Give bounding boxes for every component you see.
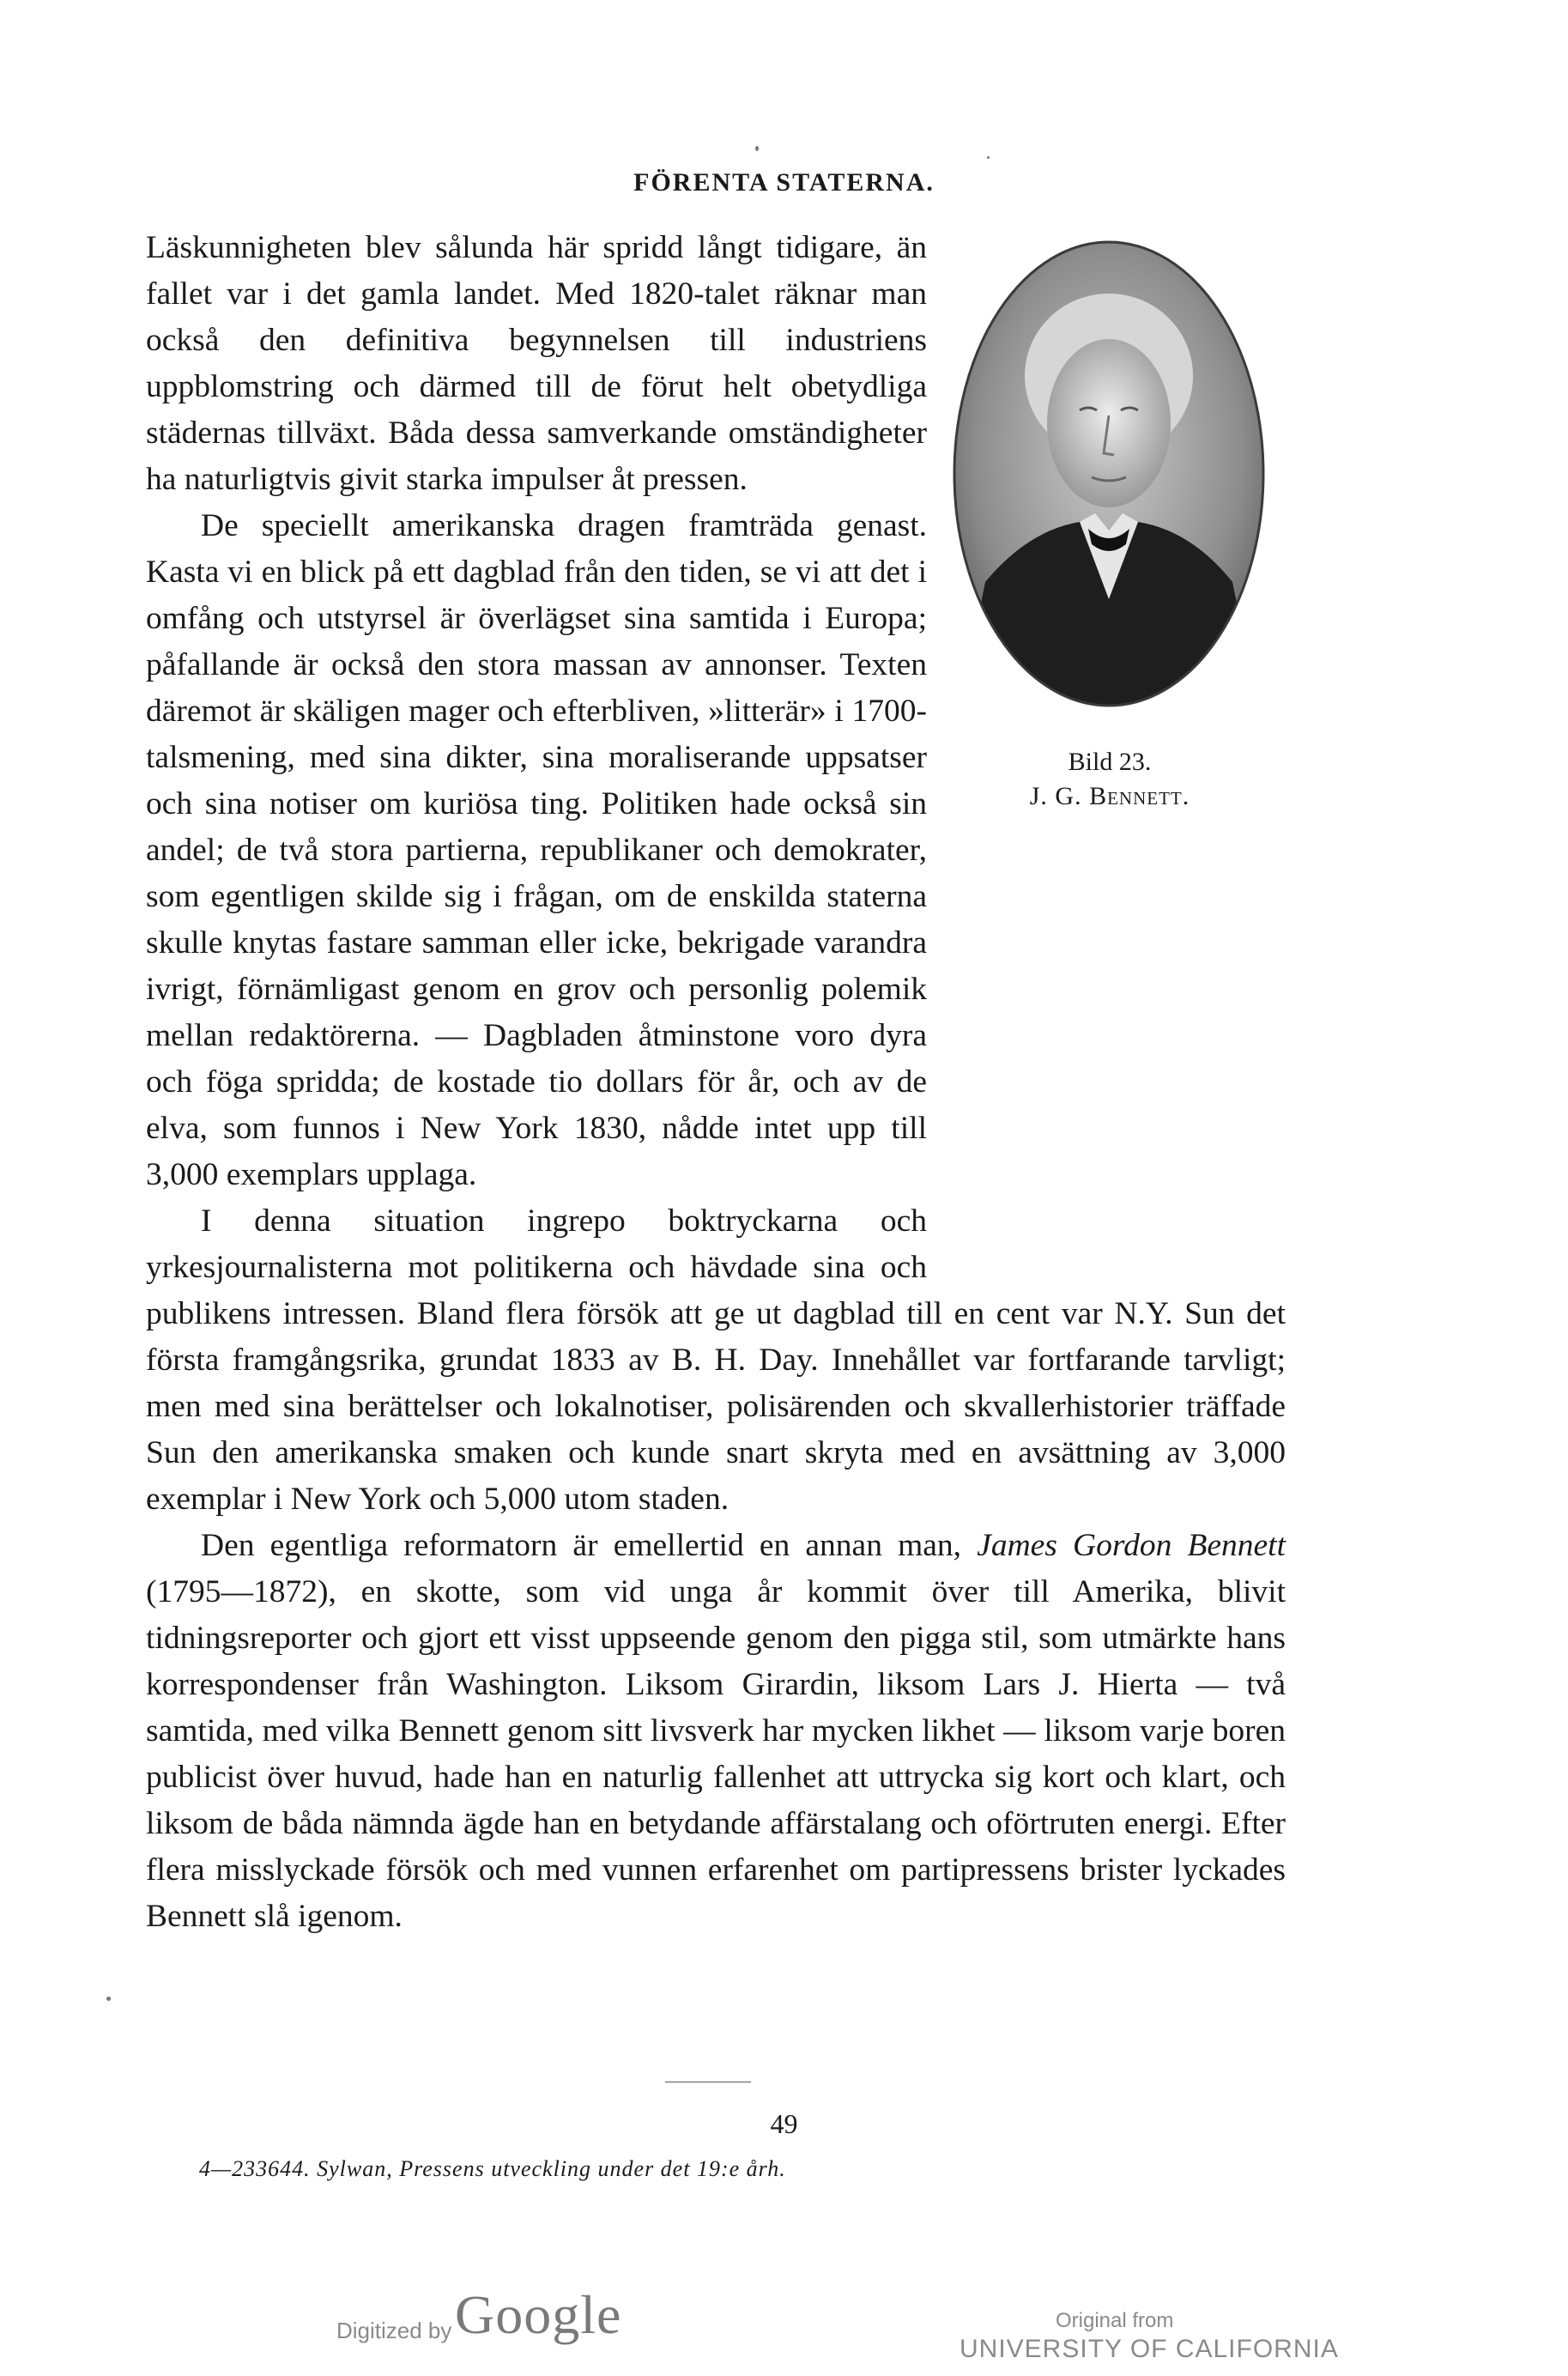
paragraph-4-rest: (1795—1872), en skotte, som vid unga år kommit över till Amerika, blivit tidningsreporter och gjort ett visst uppseende genom den pigga stil, som utmärkte hans korrespondenser från Washington. Liksom Girardin, liksom Lars J. Hierta — två samtida, med vilka Bennett genom sitt livsverk har mycken likhet — liksom varje boren publicist över huvud, hade han en naturlig fallenhet att uttrycka sig kort och klart, och liksom de båda nämnda ägde han en betydande affärstalang och oförtruten energi. Efter flera misslyckade försök och med vunnen erfarenhet om partipressens brister lyckades Bennett slå igenom. (146, 1574, 1286, 1934)
figure-name: J. G. Bennett. (1029, 782, 1190, 810)
running-head: FÖRENTA STATERNA. (633, 168, 935, 197)
scan-speck (987, 156, 990, 159)
paragraph-4 (146, 1523, 1286, 1940)
footer-signature-line: 4—233644. Sylwan, Pressens utveckling under det 19:e årh. (199, 2156, 786, 2181)
portrait-image (951, 239, 1267, 709)
person-name: James Gordon Bennett (977, 1528, 1286, 1563)
digitized-by-label: Digitized by (336, 2318, 452, 2343)
scan-speck (755, 146, 759, 151)
university-label: UNIVERSITY OF CALIFORNIA (960, 2335, 1339, 2363)
figure-label: Bild 23. (1068, 748, 1152, 776)
google-logo: Google (455, 2284, 622, 2345)
scan-speck (106, 1997, 111, 2001)
figure-bennett (960, 225, 1286, 1284)
paragraph-4-start: Den egentliga reformatorn är emellertid en annan man, (201, 1528, 978, 1563)
paragraph-2: De speciellt amerikanska dragen framträda genast. Kasta vi en blick på ett dagblad från den tiden, se vi att det i omfång och utstyrsel är överlägset sina samtida i Europa; påfallande är också den stora massan av annonser. Texten däremot är skäligen mager och efterbliven, »litterär» i 1700-talsmening, med sina dikter, sina moraliserande uppsatser och sina notiser om kuriösa ting. Politiken hade också sin andel; de två stora partierna, republikaner och demokrater, som egentligen skilde sig i frågan, om de enskilda staterna skulle knytas fastare samman eller icke, bekrigade varandra ivrigt, förnämligast genom en grov och personlig polemik mellan redaktörerna. — Dagbladen åtminstone voro dyra och föga spridda; de kostade tio dollars för år, och av de elva, som funnos i New York 1830, nådde intet upp till 3,000 exemplars upplaga. (146, 508, 927, 1192)
paragraph-3: I denna situation ingrepo boktryckarna och yrkesjournalisterna mot politikerna och hävdade sina och publikens intressen. Bland flera försök att ge ut dagblad till en cent var N.Y. Sun det första framgångsrika, grundat 1833 av B. H. Day. Innehållet var fortfarande tarvligt; men med sina berättelser och lokalnotiser, polisärenden och skvallerhistorier träffade Sun den amerikanska smaken och kunde snart skryta med en avsättning av 3,000 exemplar i New York och 5,000 utom staden. (146, 1203, 1286, 1517)
figure-caption (960, 745, 1260, 814)
original-from-label: Original from (1056, 2309, 1174, 2332)
paragraph-1: Läskunnigheten blev sålunda här spridd långt tidigare, än fallet var i det gamla landet. Med 1820-talet räknar man också den definitiva begynnelsen till industriens uppblomstring och därmed till de förut helt obetydliga städernas tillväxt. Båda dessa samverkande omständigheter ha naturligtvis givit starka impulser åt pressen. (146, 230, 927, 497)
page-number: 49 (770, 2108, 798, 2139)
body-text-column (146, 225, 1286, 1940)
